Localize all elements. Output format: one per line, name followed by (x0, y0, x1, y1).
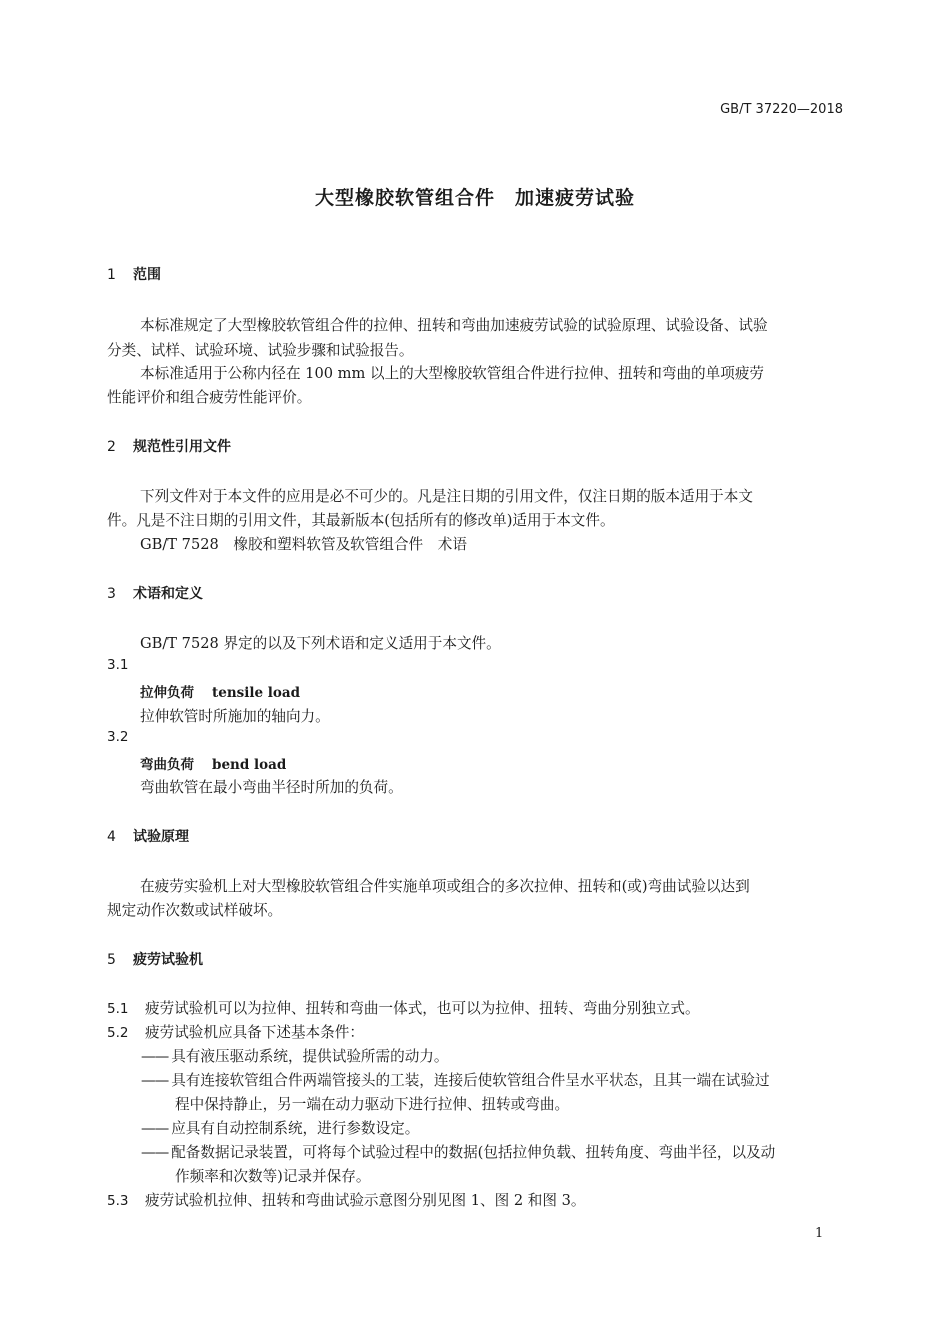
section-number: 5 (107, 952, 116, 968)
section-1-heading (107, 264, 161, 284)
term-english: tensile load (212, 685, 301, 701)
section-5-heading (107, 949, 203, 969)
section-number: 2 (107, 439, 116, 455)
paragraph-line: 本标准规定了大型橡胶软管组合件的拉伸、扭转和弯曲加速疲劳试验的试验原理、试验设备、试验 (140, 317, 768, 334)
list-dash: —— (141, 1072, 169, 1089)
paragraph-line: 分类、试样、试验环境、试验步骤和试验报告。 (107, 342, 414, 359)
clause-text: 疲劳试验机拉伸、扭转和弯曲试验示意图分别见图 1、图 2 和图 3。 (145, 1192, 586, 1209)
section-title: 试验原理 (133, 829, 189, 845)
clause-number: 5.2 (107, 1025, 129, 1041)
clause-text: 疲劳试验机应具备下述基本条件： (145, 1024, 364, 1041)
list-item (141, 1069, 770, 1090)
section-3-heading (107, 583, 203, 603)
clause-number: 5.1 (107, 1001, 129, 1017)
list-item-text: 具有液压驱动系统，提供试验所需的动力。 (171, 1048, 449, 1065)
term-chinese: 弯曲负荷 (140, 757, 194, 773)
section-2-heading (107, 436, 231, 456)
clause-5-2 (107, 1021, 364, 1042)
section-title: 疲劳试验机 (133, 952, 203, 968)
section-number: 3 (107, 586, 116, 602)
section-number: 1 (107, 267, 116, 283)
term-definition: 弯曲软管在最小弯曲半径时所加的负荷。 (140, 779, 403, 796)
section-4-heading (107, 826, 189, 846)
list-item (141, 1117, 419, 1138)
list-item-continuation: 程中保持静止，另一端在动力驱动下进行拉伸、扭转或弯曲。 (175, 1096, 570, 1113)
term-heading (140, 753, 286, 773)
list-item-text: 配备数据记录装置，可将每个试验过程中的数据(包括拉伸负载、扭转角度、弯曲半径，以及动 (171, 1144, 776, 1161)
document-title: 大型橡胶软管组合件 加速疲劳试验 (314, 187, 635, 209)
paragraph-line: 在疲劳实验机上对大型橡胶软管组合件实施单项或组合的多次拉伸、扭转和(或)弯曲试验以达到 (140, 878, 750, 895)
term-chinese: 拉伸负荷 (140, 685, 194, 701)
list-dash: —— (141, 1144, 169, 1161)
term-heading (140, 681, 300, 701)
paragraph-line: 规定动作次数或试样破坏。 (107, 902, 283, 919)
list-item-text: 应具有自动控制系统，进行参数设定。 (171, 1120, 420, 1137)
list-item (141, 1045, 448, 1066)
list-dash: —— (141, 1120, 169, 1137)
term-number: 3.1 (107, 657, 129, 673)
paragraph-line: 下列文件对于本文件的应用是必不可少的。凡是注日期的引用文件，仅注日期的版本适用于本文 (140, 488, 753, 505)
section-title: 范围 (133, 267, 161, 283)
section-title: 术语和定义 (133, 586, 203, 602)
list-item-text: 具有连接软管组合件两端管接头的工装，连接后使软管组合件呈水平状态，且其一端在试验过 (171, 1072, 770, 1089)
list-dash: —— (141, 1048, 169, 1065)
section-number: 4 (107, 829, 116, 845)
paragraph-line: 本标准适用于公称内径在 100 mm 以上的大型橡胶软管组合件进行拉伸、扭转和弯曲的单项疲劳 (140, 365, 765, 382)
list-item-continuation: 作频率和次数等)记录并保存。 (175, 1168, 371, 1185)
list-item (141, 1141, 775, 1162)
standard-number: GB/T 37220—2018 (720, 102, 843, 117)
paragraph-line: GB/T 7528 界定的以及下列术语和定义适用于本文件。 (140, 635, 501, 652)
paragraph-line: 件。凡是不注日期的引用文件，其最新版本(包括所有的修改单)适用于本文件。 (107, 512, 615, 529)
paragraph-line: 性能评价和组合疲劳性能评价。 (107, 389, 312, 406)
clause-5-3 (107, 1189, 585, 1210)
page-number: 1 (815, 1226, 824, 1241)
term-number: 3.2 (107, 729, 129, 745)
normative-reference: GB/T 7528 橡胶和塑料软管及软管组合件 术语 (140, 536, 467, 553)
clause-5-1 (107, 997, 700, 1018)
clause-number: 5.3 (107, 1193, 129, 1209)
clause-text: 疲劳试验机可以为拉伸、扭转和弯曲一体式，也可以为拉伸、扭转、弯曲分别独立式。 (145, 1000, 700, 1017)
term-english: bend load (212, 757, 287, 773)
term-definition: 拉伸软管时所施加的轴向力。 (140, 708, 330, 725)
section-title: 规范性引用文件 (133, 439, 231, 455)
